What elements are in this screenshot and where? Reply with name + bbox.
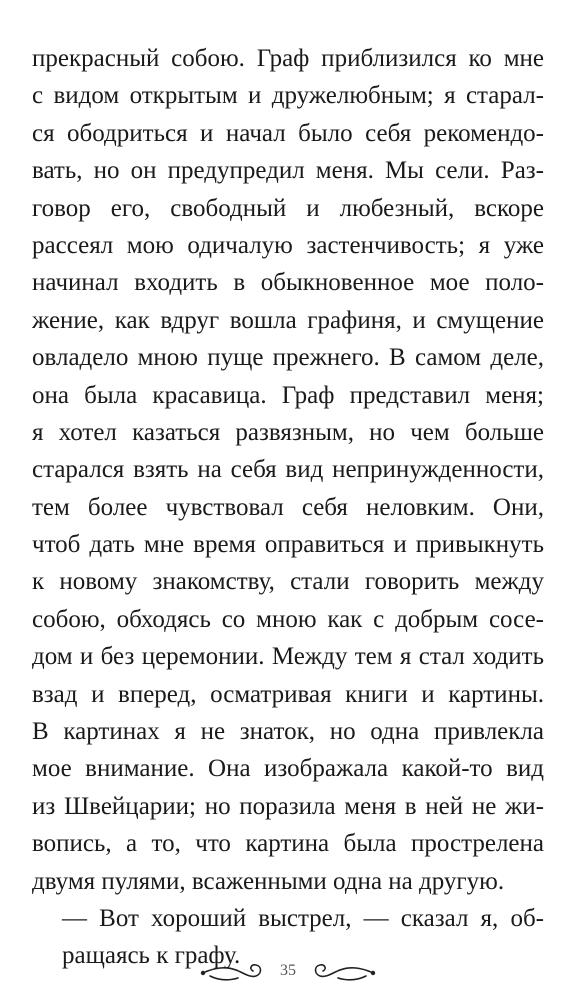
text-line: к новому знакомству, стали говорить между [32,568,544,596]
text-line: взад и вперед, осматривая книги и картины. [32,680,544,708]
text-line: вать, но он предупредил меня. Мы сели. Раз- [32,157,544,185]
text-line: начинал входить в обыкновенное мое поло- [32,269,544,297]
text-line: жение, как вдруг вошла графиня, и смущение [32,306,544,334]
text-line: тем более чувствовал себя неловким. Они, [32,493,544,521]
text-line: вопись, а то, что картина была прострелена [32,830,544,858]
text-line: из Швейцарии; но поразила меня в ней не жи- [32,792,544,820]
page-footer [0,950,576,994]
dialogue-line: — Вот хороший выстрел, — сказал я, об- [62,904,544,932]
text-line: чтоб дать мне время оправиться и привыкнуть [32,531,544,559]
text-line: рассеял мою одичалую застенчивость; я уже [32,231,544,259]
text-line: прекрасный собою. Граф приблизился ко мне [32,45,544,72]
text-line: старался взять на себя вид непринужденности, [32,456,544,484]
text-line: говор его, свободный и любезный, вскоре [32,194,544,222]
text-line: она была красавица. Граф представил меня; [32,381,544,409]
text-line: В картинах я не знаток, но одна привлекла [32,718,544,746]
text-line: мое внимание. Она изображала какой-то вид [32,755,544,783]
page-text [32,40,544,975]
page-number: 35 [280,962,296,979]
text-line: я хотел казаться развязным, но чем больше [32,418,544,446]
text-line: двумя пулями, всаженными одна на другую. [32,867,505,895]
text-line: дом и без церемонии. Между тем я стал ходить [32,643,544,671]
text-line: с видом открытым и дружелюбным; я старал- [32,82,544,110]
dialogue-line-end: ращаясь к графу. [62,942,241,970]
text-line: овладело мною пуще прежнего. В самом деле, [32,344,544,372]
text-line: собою, обходясь со мною как с добрым сосе- [32,605,544,633]
text-line: ся ободриться и начал было себя рекомендо- [32,119,544,147]
